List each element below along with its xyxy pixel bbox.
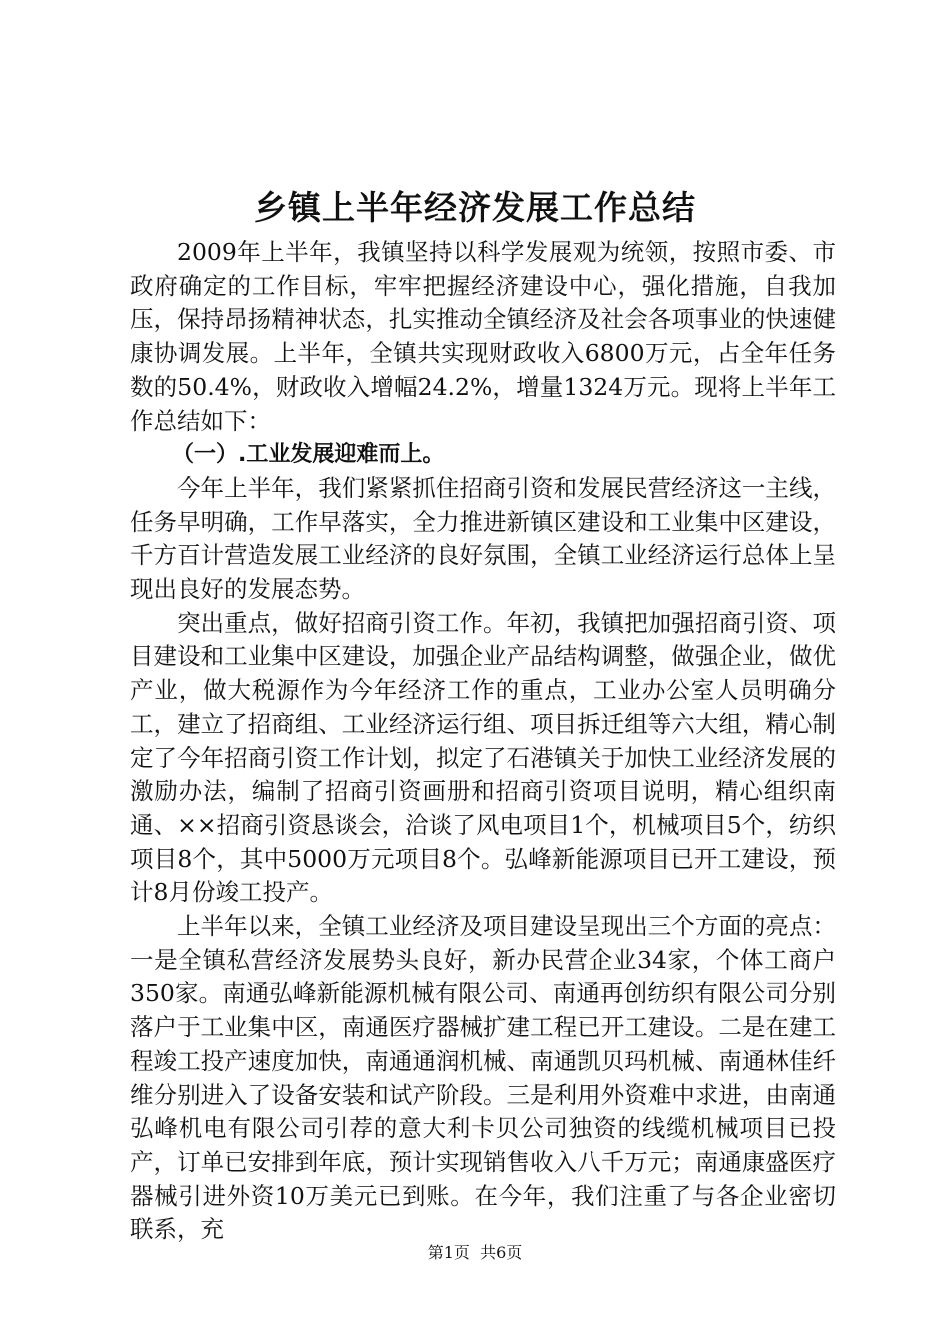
body-paragraph: 今年上半年，我们紧紧抓住招商引资和发展民营经济这一主线，任务早明确，工作早落实，全力推进新镇区建设和工业集中区建设，千方百计营造发展工业经济的良好氛围，全镇工业经济运行总体上呈现出良好的发展态势。 bbox=[130, 473, 836, 604]
body-paragraph: 上半年以来，全镇工业经济及项目建设呈现出三个方面的亮点：一是全镇私营经济发展势头良好，新办民营企业34家，个体工商户350家。南通弘峰新能源机械有限公司、南通再创纺织有限公司分别落户于工业集中区，南通医疗器械扩建工程已开工建设。二是在建工程竣工投产速度加快，南通通润机械、南通凯贝玛机械、南通林佳纤维分别进入了设备安装和试产阶段。三是利用外资难中求进，由南通弘峰机电有限公司引荐的意大利卡贝公司独资的线缆机械项目已投产，订单已安排到年底，预计实现销售收入八千万元；南通康盛医疗器械引进外资10万美元已到账。在今年，我们注重了与各企业密切联系，充 bbox=[130, 912, 836, 1244]
document-title: 乡镇上半年经济发展工作总结 bbox=[254, 188, 696, 227]
body-paragraph: 突出重点，做好招商引资工作。年初，我镇把加强招商引资、项目建设和工业集中区建设，加强企业产品结构调整，做强企业，做优产业，做大税源作为今年经济工作的重点，工业办公室人员明确分工，建立了招商组、工业经济运行组、项目拆迁组等六大组，精心制定了今年招商引资工作计划，拟定了石港镇关于加快工业经济发展的激励办法，编制了招商引资画册和招商引资项目说明，精心组织南通、××招商引资恳谈会，洽谈了风电项目1个，机械项目5个，纺织项目8个，其中5000万元项目8个。弘峰新能源项目已开工建设，预计8月份竣工投产。 bbox=[130, 608, 836, 907]
document-body bbox=[130, 236, 836, 1247]
intro-paragraph: 2009年上半年，我镇坚持以科学发展观为统领，按照市委、市政府确定的工作目标，牢牢把握经济建设中心，强化措施，自我加压，保持昂扬精神状态，扎实推动全镇经济及社会各项事业的快速健康协调发展。上半年，全镇共实现财政收入6800万元，占全年任务数的50.4%，财政收入增幅24.2%，增量1324万元。现将上半年工作总结如下： bbox=[130, 238, 836, 435]
page-total: 共6页 bbox=[480, 1243, 523, 1262]
page-footer bbox=[0, 1242, 950, 1264]
section-heading-industry: （一）.工业发展迎难而上。 bbox=[172, 442, 445, 468]
page-number: 第1页 bbox=[427, 1243, 470, 1262]
